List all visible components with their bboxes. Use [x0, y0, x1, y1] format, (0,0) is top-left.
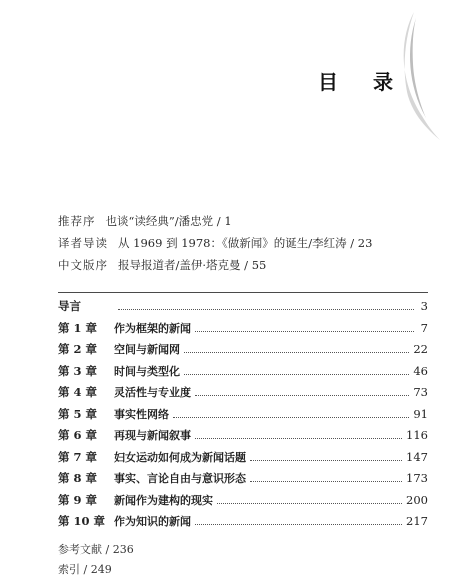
toc-chapter-title: 作为框架的新闻	[114, 321, 191, 335]
toc-leader-dots	[195, 438, 402, 439]
toc-page-number: 46	[413, 363, 428, 378]
preface-item[interactable]	[58, 232, 438, 254]
page-title: 目 录	[318, 70, 407, 94]
toc-chapter-number: 第 7 章	[58, 449, 98, 464]
toc-chapter-title: 新闻作为建构的现实	[114, 493, 213, 507]
toc-leader-dots	[195, 395, 409, 396]
toc-page-number: 73	[413, 385, 428, 399]
toc-chapter-number: 第 5 章	[58, 406, 98, 421]
back-matter-list	[58, 540, 134, 580]
toc-chapter-title: 事实、言论自由与意识形态	[114, 472, 246, 485]
toc-leader-dots	[184, 352, 409, 353]
toc-chapter-number: 第 1 章	[58, 320, 98, 335]
toc-chapter-number: 第 2 章	[58, 342, 98, 356]
back-matter-index[interactable]: 索引 / 249	[58, 563, 112, 576]
preface-label: 译者导读	[58, 236, 108, 250]
toc-leader-dots	[250, 481, 402, 482]
section-divider	[58, 292, 428, 293]
toc-chapter-title: 妇女运动如何成为新闻话题	[114, 450, 246, 464]
toc-chapter-number: 导言	[58, 299, 81, 313]
toc-row[interactable]	[58, 511, 428, 533]
toc-chapter-title: 作为知识的新闻	[114, 515, 191, 528]
toc-row[interactable]	[58, 339, 428, 361]
toc-chapter-title: 再现与新闻叙事	[114, 429, 191, 442]
preface-label: 中文版序	[58, 258, 108, 272]
back-matter-references[interactable]: 参考文献 / 236	[58, 543, 134, 556]
preface-label: 推荐序	[58, 214, 96, 228]
toc-row[interactable]	[58, 425, 428, 447]
toc-page-number: 217	[406, 514, 428, 528]
preface-item[interactable]	[58, 210, 438, 232]
toc-page-number: 7	[420, 320, 428, 335]
toc-row[interactable]	[58, 468, 428, 490]
toc-chapter-number: 第 9 章	[58, 492, 98, 507]
toc-chapter-number: 第 8 章	[58, 471, 98, 485]
preface-text: 从 1969 到 1978：《做新闻》的诞生/李红涛 / 23	[118, 236, 373, 250]
toc-chapter-number: 第 3 章	[58, 363, 98, 378]
toc-page-number: 200	[406, 492, 428, 507]
toc-page-number: 116	[406, 428, 428, 442]
toc-leader-dots	[250, 460, 402, 461]
toc-row[interactable]	[58, 296, 428, 318]
preface-text: 也谈“读经典”/潘忠党 / 1	[105, 214, 232, 228]
toc-leader-dots	[217, 503, 402, 504]
toc-page-number: 3	[420, 299, 428, 313]
toc-chapter-title: 空间与新闻网	[114, 343, 180, 356]
toc-row[interactable]	[58, 490, 428, 512]
toc-chapter-number: 第 6 章	[58, 428, 98, 442]
toc-row[interactable]	[58, 318, 428, 340]
toc-chapter-title: 事实性网络	[114, 407, 169, 421]
toc-chapter-number: 第 4 章	[58, 385, 98, 399]
toc-page-number: 22	[413, 342, 428, 356]
toc-chapter-number: 第 10 章	[58, 514, 106, 528]
toc-chapter-title: 灵活性与专业度	[114, 386, 191, 399]
toc-chapter-title: 时间与类型化	[114, 364, 180, 378]
toc-list	[58, 296, 428, 533]
toc-row[interactable]	[58, 447, 428, 469]
toc-leader-dots	[195, 524, 402, 525]
preface-text: 报导报道者/盖伊·塔克曼 / 55	[118, 258, 267, 272]
preface-item[interactable]	[58, 254, 438, 276]
toc-row[interactable]	[58, 361, 428, 383]
toc-leader-dots	[184, 374, 409, 375]
toc-row[interactable]	[58, 382, 428, 404]
toc-page-number: 173	[406, 471, 428, 485]
preface-list	[58, 210, 438, 276]
toc-row[interactable]	[58, 404, 428, 426]
toc-page-number: 91	[413, 406, 428, 421]
toc-leader-dots	[195, 331, 414, 332]
toc-leader-dots	[118, 309, 414, 310]
toc-page-number: 147	[406, 449, 428, 464]
toc-leader-dots	[173, 417, 409, 418]
